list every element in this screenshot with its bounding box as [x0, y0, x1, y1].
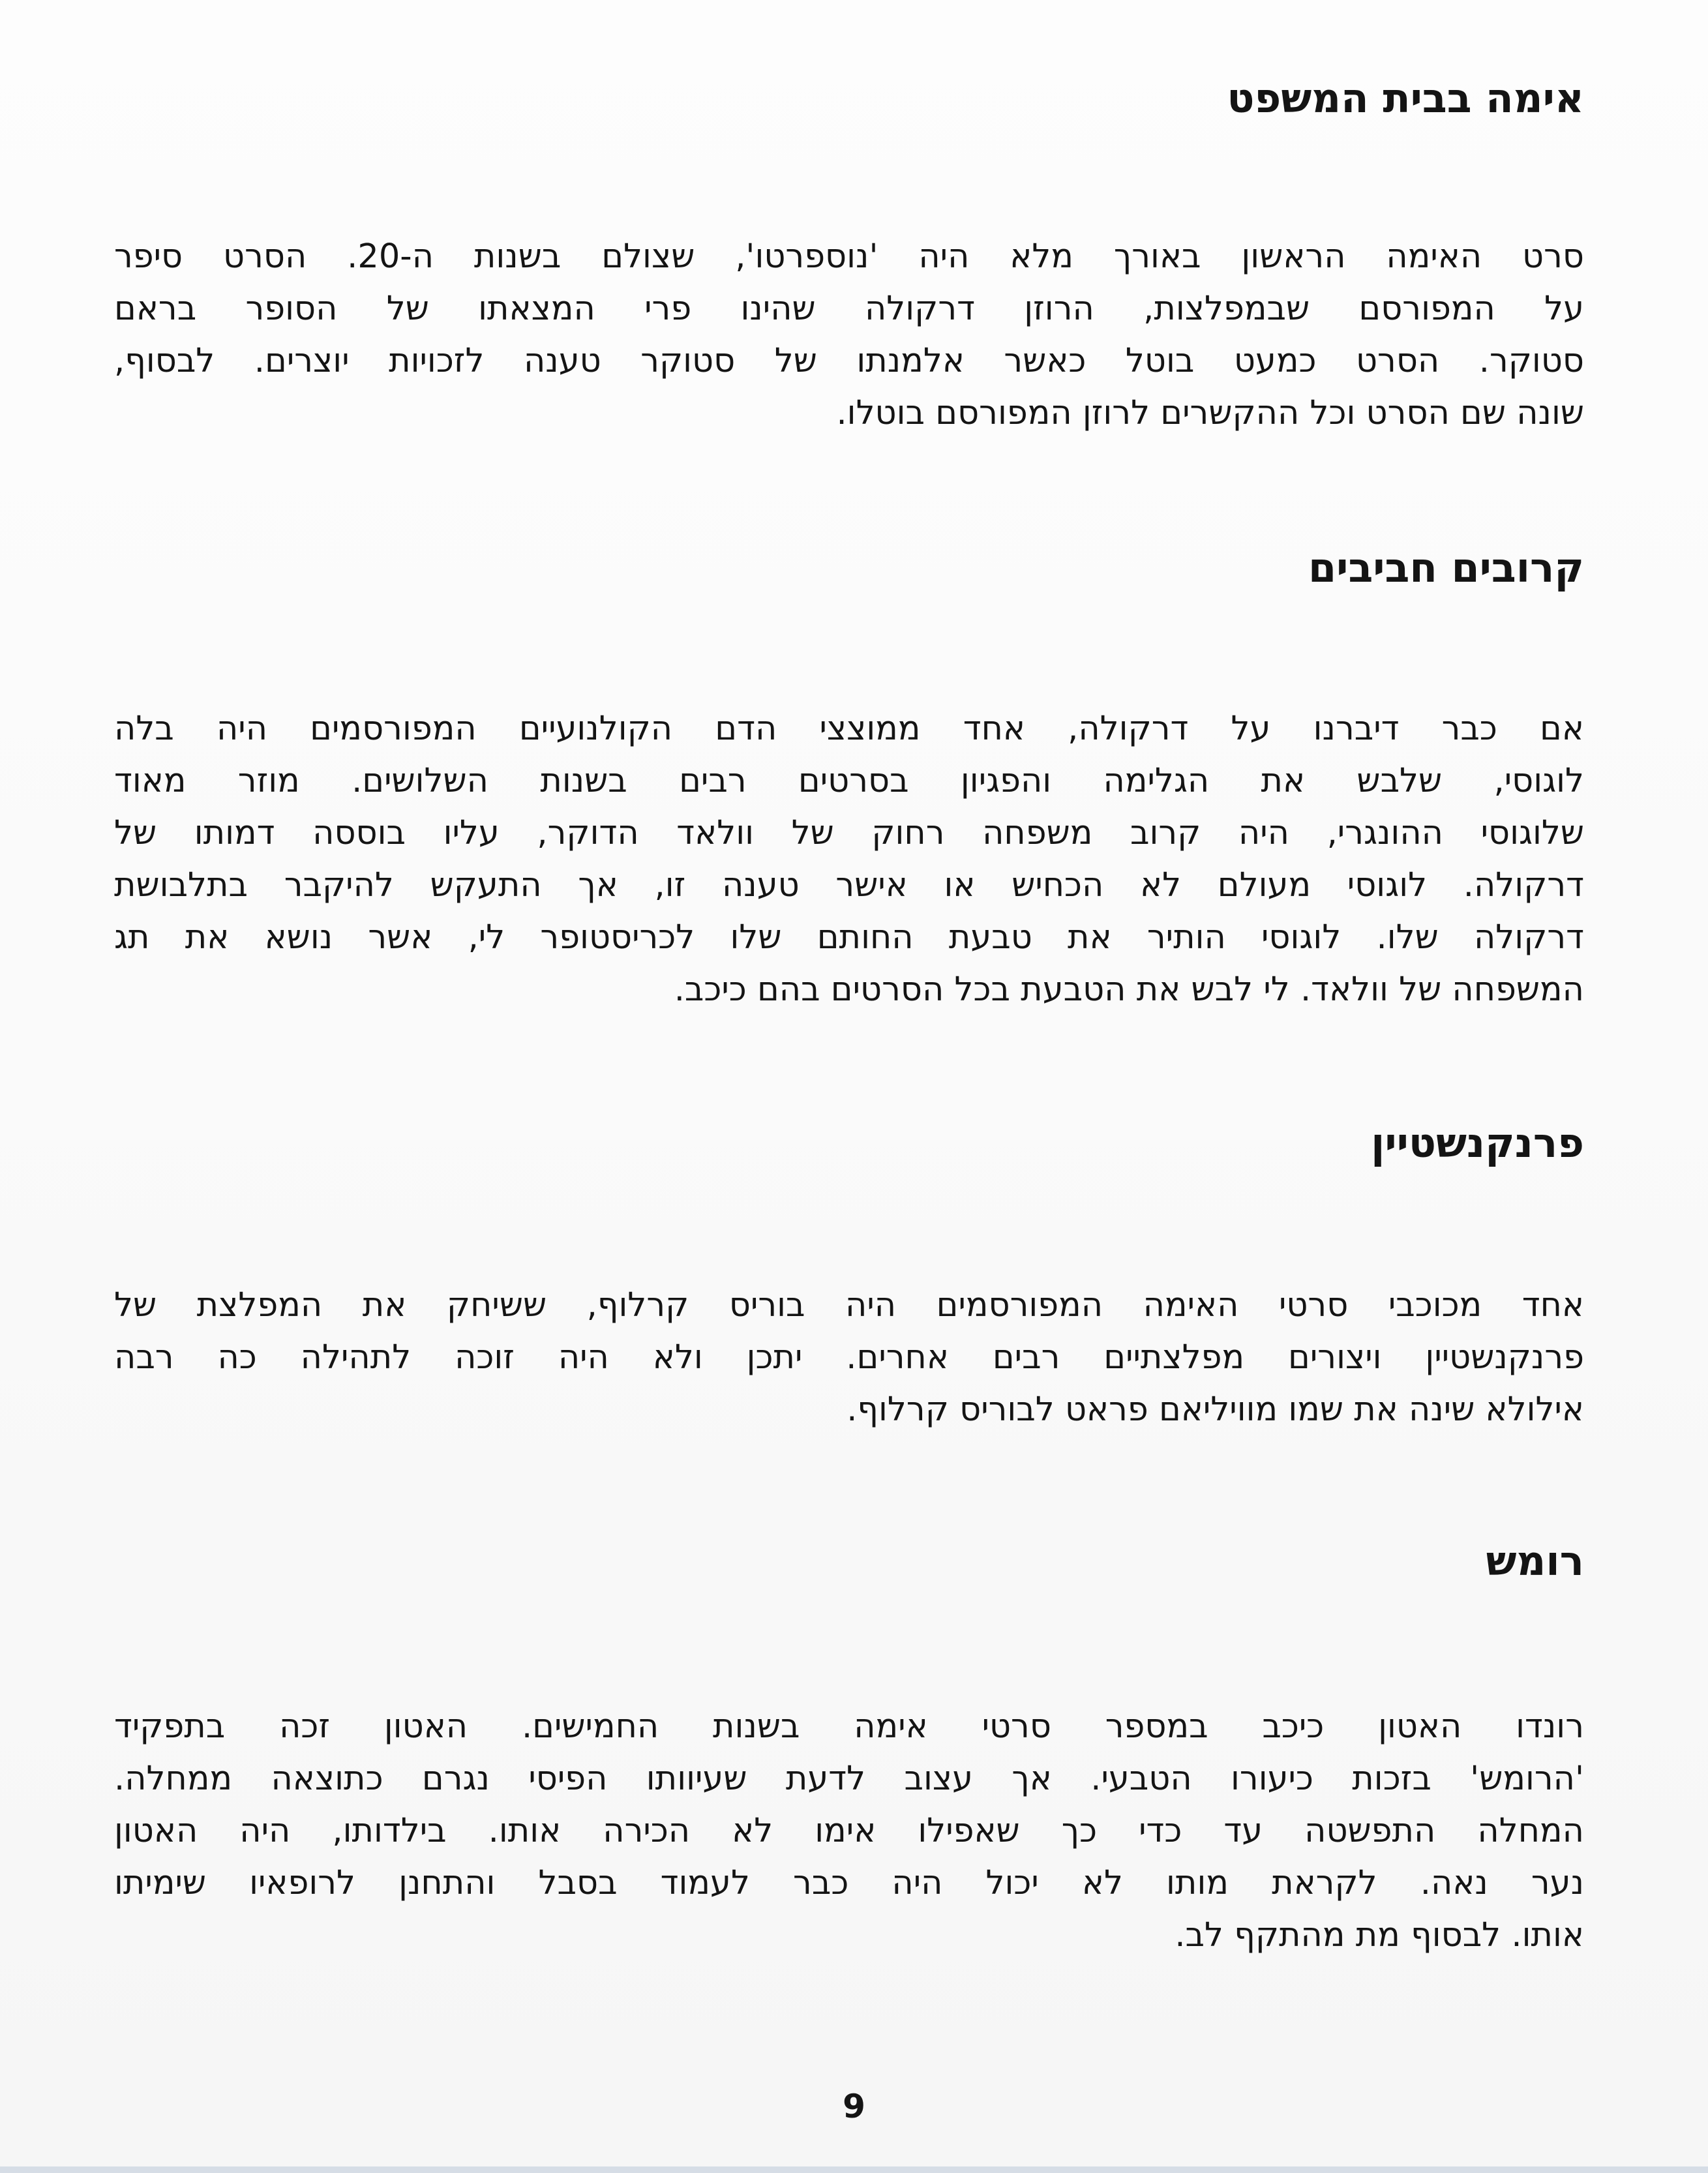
paragraph-line: המחלה התפשטה עד כדי כך שאפילו אימו לא הכירה אותו. בילדותו, היה האטון — [114, 1812, 1584, 1850]
paragraph-line: המשפחה של וולאד. לי לבש את הטבעת בכל הסרטים בהם כיכב. — [674, 970, 1584, 1009]
paragraph-line: על המפורסם שבמפלצות, הרוזן דרקולה שהינו פרי המצאתו של הסופר בראם — [114, 290, 1584, 328]
paragraph-line: דרקולה שלו. לוגוסי הותיר את טבעת החותם שלו לכריסטופר לי, אשר נושא את תג — [114, 918, 1584, 957]
paragraph-line: 'הרומש' בזכות כיעורו הטבעי. אך עצוב לדעת שעיוותו הפיסי נגרם כתוצאה ממחלה. — [114, 1760, 1584, 1798]
paragraph-line: שונה שם הסרט וכל ההקשרים לרוזן המפורסם בוטלו. — [836, 394, 1584, 432]
paragraph-line: פרנקנשטיין ויצורים מפלצתיים רבים אחרים. יתכן ולא היה זוכה לתהילה כה רבה — [114, 1338, 1584, 1377]
paragraph-line: שלוגוסי ההונגרי, היה קרוב משפחה רחוק של וולאד הדוקר, עליו בוססה דמותו של — [114, 814, 1584, 852]
paragraph-line: נער נאה. לקראת מותו לא יכול היה כבר לעמוד בסבל והתחנן לרופאיו שימיתו — [114, 1864, 1584, 1902]
paragraph-line: לוגוסי, שלבש את הגלימה והפגיון בסרטים רבים בשנות השלושים. מוזר מאוד — [114, 762, 1584, 800]
paragraph-line: אילולא שינה את שמו מוויליאם פראט לבוריס קרלוף. — [847, 1390, 1584, 1429]
paragraph-line: אם כבר דיברנו על דרקולה, אחד ממוצצי הדם הקולנועיים המפורסמים היה בלה — [114, 710, 1584, 748]
paragraph-line: אחד מכוכבי סרטי האימה המפורסמים היה בוריס קרלוף, ששיחק את המפלצת של — [114, 1286, 1584, 1325]
section-paragraph-relatives — [114, 703, 1584, 1016]
paragraph-line: אותו. לבסוף מת מהתקף לב. — [1175, 1916, 1584, 1955]
section-heading-court: אימה בבית המשפט — [1227, 74, 1584, 122]
paragraph-line: רונדו האטון כיכב במספר סרטי אימה בשנות החמישים. האטון זכה בתפקיד — [114, 1707, 1584, 1746]
paragraph-line: דרקולה. לוגוסי מעולם לא הכחיש או אישר טענה זו, אך התעקש להיקבר בתלבושת — [114, 866, 1584, 905]
section-paragraph-frankenstein — [114, 1280, 1584, 1436]
paragraph-line: סרט האימה הראשון באורך מלא היה 'נוספרטו', שצולם בשנות ה-20. הסרט סיפר — [114, 237, 1584, 276]
paragraph-line: סטוקר. הסרט כמעט בוטל כאשר אלמנתו של סטוקר טענה לזכויות יוצרים. לבסוף, — [114, 342, 1584, 380]
section-heading-frankenstein: פרנקנשטיין — [1371, 1119, 1584, 1167]
section-heading-relatives: קרובים חביבים — [1308, 544, 1584, 592]
section-paragraph-creeper — [114, 1701, 1584, 1962]
page-number: 9 — [843, 2088, 865, 2125]
section-heading-creeper: רומש — [1486, 1537, 1584, 1585]
section-paragraph-court — [114, 231, 1584, 440]
